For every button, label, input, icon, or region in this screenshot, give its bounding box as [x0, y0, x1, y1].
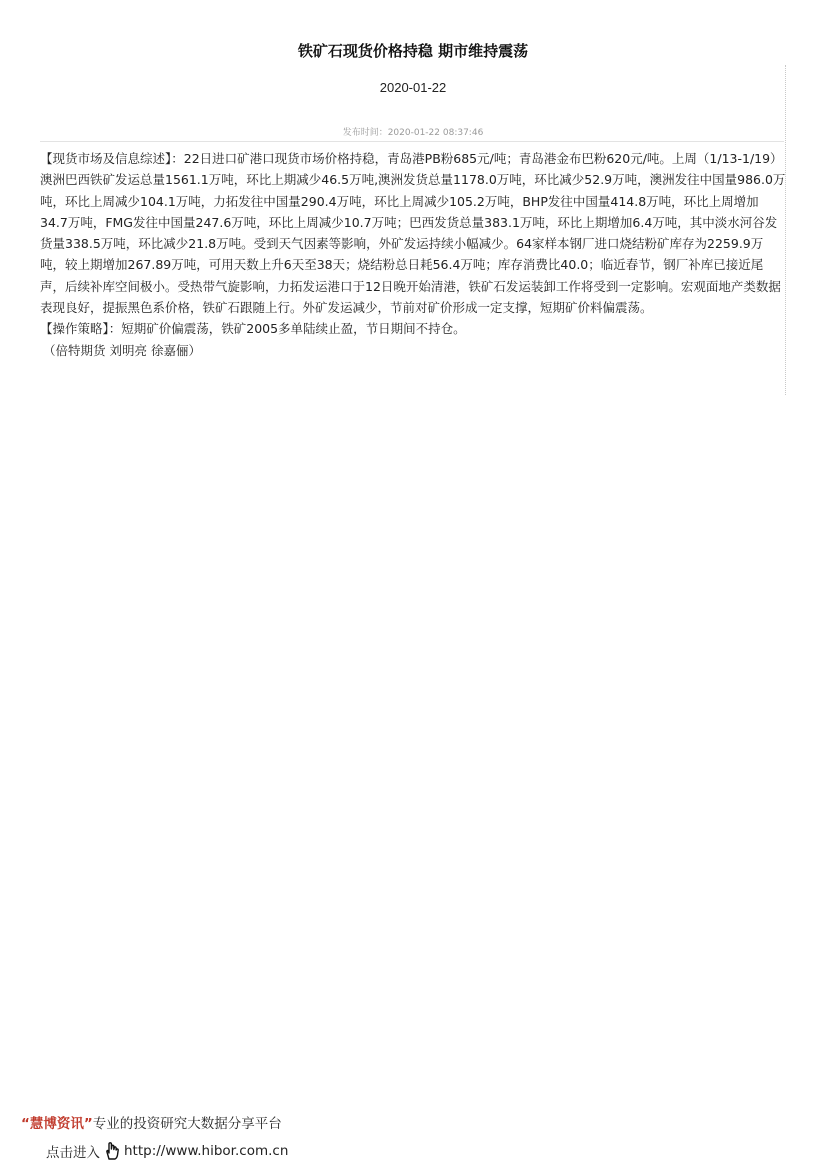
paragraph-market-summary: 【现货市场及信息综述】：22日进口矿港口现货市场价格持稳，青岛港PB粉685元/吨；青岛港金布巴粉620元/吨。上周（1/13-1/19）澳洲巴西铁矿发运总量1561.1万吨，环比上期减少46.5万吨,澳洲发货总量1178.0万吨，环比减少52.9万吨，澳洲发往中国量986.0万吨，环比上周减少104.1万吨，力拓发往中国量290.4万吨，环比上周减少105.2万吨，BHP发往中国量414.8万吨，环比上周增加34.7万吨，FMG发往中国量247.6万吨，环比上周减少10.7万吨；巴西发货总量383.1万吨，环比上期增加6.4万吨，其中淡水河谷发货量338.5万吨，环比减少21.8万吨。受到天气因素等影响，外矿发运持续小幅减少。64家样本钢厂进口烧结粉矿库存为2259.9万吨，较上期增加267.89万吨，可用天数上升6天至38天；烧结粉总日耗56.4万吨；库存消费比40.0；临近春节，钢厂补库已接近尾声，后续补库空间极小。受热带气旋影响，力拓发运港口于12日晚开始清港，铁矿石发运装卸工作将受到一定影响。宏观面地产类数据表现良好，提振黑色系价格，铁矿石跟随上行。外矿发运减少，节前对矿价形成一定支撑，短期矿价料偏震荡。 [40, 151, 786, 316]
footer-link[interactable] [46, 1141, 288, 1161]
quote-close: ” [83, 1116, 93, 1132]
divider [40, 141, 784, 142]
slogan-text: 专业的投资研究大数据分享平台 [92, 1116, 282, 1132]
brand-name: 慧博资讯 [29, 1116, 84, 1132]
site-url-link[interactable]: http://www.hibor.com.cn [124, 1143, 289, 1159]
document-title: 铁矿石现货价格持稳 期市维持震荡 [297, 42, 529, 60]
paragraph-author: （倍特期货 刘明亮 徐嘉俪） [43, 342, 201, 358]
article-body [40, 148, 786, 361]
pointer-hand-icon [102, 1141, 122, 1161]
click-label: 点击进入 [46, 1145, 100, 1161]
footer-slogan [21, 1112, 282, 1132]
document-date: 2020-01-22 [379, 80, 447, 95]
quote-open: “ [21, 1116, 30, 1132]
publish-time: 发布时间：2020-01-22 08:37:46 [342, 128, 484, 138]
paragraph-strategy: 【操作策略】：短期矿价偏震荡，铁矿2005多单陆续止盈，节日期间不持仓。 [40, 321, 466, 337]
